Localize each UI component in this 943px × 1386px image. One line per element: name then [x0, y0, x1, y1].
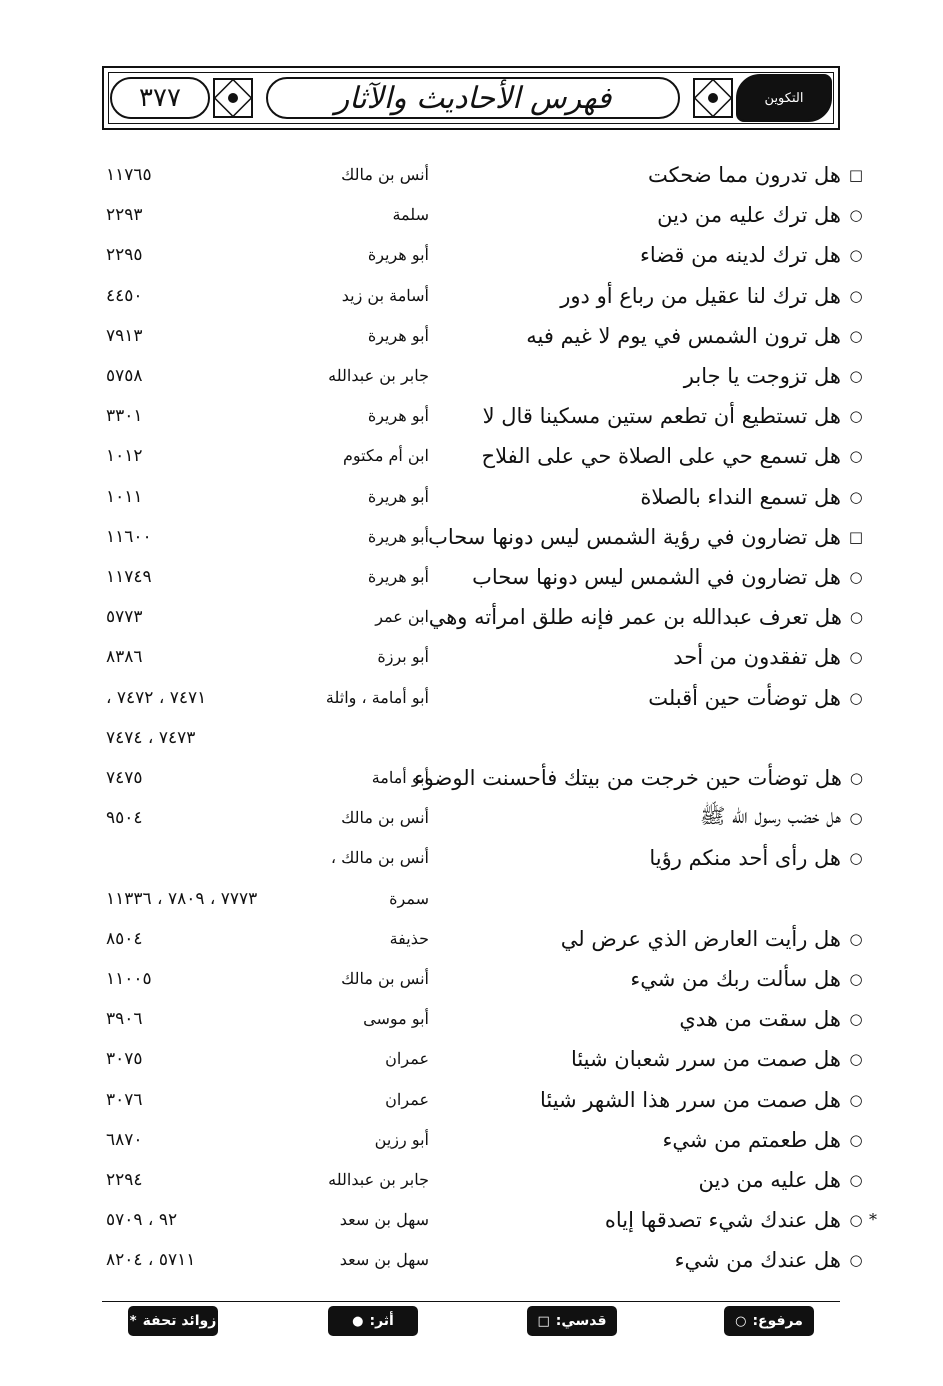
entry-hadith-numbers: ٩٥٠٤ — [106, 808, 143, 828]
entry-hadith-numbers: ١٠١٢ — [106, 446, 143, 466]
right-ornament-icon — [690, 75, 736, 121]
entry-text — [443, 1039, 863, 1079]
index-entry — [0, 477, 943, 517]
entry-narrator: أبو هريرة — [367, 527, 429, 546]
entry-narrator: عمران — [385, 1049, 429, 1068]
index-entry — [0, 155, 943, 195]
entry-text — [443, 1120, 863, 1160]
qudsi-marker-icon: □ — [848, 166, 863, 184]
entry-text — [443, 959, 863, 999]
entry-narrator: أسامة بن زيد — [341, 286, 429, 305]
marfu-marker-icon: ○ — [849, 689, 863, 707]
entry-hadith-text: هل صمت من سرر شعبان شيئا — [570, 1047, 841, 1071]
entry-hadith-text: هل توضأت حين أقبلت — [648, 686, 841, 710]
index-entry — [0, 637, 943, 677]
entry-hadith-text: هل تدرون مما ضحكت — [648, 163, 841, 187]
entry-narrator: أبو برزة — [377, 647, 429, 666]
publisher-logo: التكوين — [736, 74, 832, 122]
entry-hadith-numbers: ٨٥٠٤ — [106, 929, 143, 949]
entry-hadith-numbers: ٥٧٥٨ — [106, 366, 143, 386]
legend-item — [527, 1306, 617, 1336]
entry-text — [443, 798, 863, 838]
page-title: فهرس الأحاديث والآثار — [266, 77, 680, 119]
entry-hadith-numbers: ٢٢٩٤ — [106, 1170, 143, 1190]
entry-hadith-numbers: ٥٧٧٣ — [106, 607, 143, 627]
legend-label: مرفوع: — [752, 1313, 803, 1329]
entry-hadith-numbers: ٥٧١١ ، ٨٢٠٤ — [106, 1250, 196, 1270]
legend-item — [328, 1306, 418, 1336]
entry-narrator: سهل بن سعد — [339, 1250, 429, 1269]
index-entry — [0, 356, 943, 396]
marfu-marker-icon: ○ — [849, 930, 863, 948]
entry-text — [443, 919, 863, 959]
entry-hadith-text: هل رأيت العارض الذي عرض لي — [560, 927, 841, 951]
entry-text — [413, 758, 863, 798]
entry-hadith-text: هل ترك عليه من دين — [657, 203, 841, 227]
legend-symbol-icon: ● — [352, 1313, 364, 1329]
legend-symbol-icon: □ — [537, 1313, 550, 1329]
entry-hadith-text: هل رأى أحد منكم رؤيا — [649, 846, 841, 870]
index-entry — [0, 919, 943, 959]
legend-item — [128, 1306, 218, 1336]
index-entry — [0, 235, 943, 275]
entry-narrator: أبو موسى — [363, 1009, 429, 1028]
marfu-marker-icon: ○ — [849, 648, 863, 666]
entry-narrator: أبو هريرة — [367, 487, 429, 506]
marfu-marker-icon: ○ — [849, 809, 863, 827]
marfu-marker-icon: ○ — [849, 608, 863, 626]
entry-narrator: جابر بن عبدالله — [328, 1170, 429, 1189]
entry-hadith-text: هل سقت من هدي — [679, 1007, 841, 1031]
entry-hadith-text: هل ترك لدينه من قضاء — [639, 243, 841, 267]
legend-label: أثر: — [369, 1313, 394, 1329]
entry-hadith-text: هل تعرف عبدالله بن عمر فإنه طلق امرأته وهي — [428, 605, 842, 629]
index-entry — [0, 1039, 943, 1079]
entry-text — [443, 557, 863, 597]
entry-narrator: عمران — [385, 1090, 429, 1109]
entry-hadith-text: هل صمت من سرر هذا الشهر شيئا — [539, 1088, 841, 1112]
entry-hadith-text: هل تسمع حي على الصلاة حي على الفلاح — [481, 444, 841, 468]
entry-text — [443, 276, 863, 316]
entry-text — [443, 1160, 863, 1200]
marfu-marker-icon: ○ — [849, 1171, 863, 1189]
qudsi-marker-icon: □ — [848, 528, 863, 546]
entry-hadith-numbers: ٤٤٥٠ — [106, 286, 143, 306]
index-entry — [0, 517, 943, 557]
entry-narrator: ابن عمر — [375, 607, 429, 626]
entry-narrator: أنس بن مالك ، — [330, 848, 429, 867]
entry-narrator: أبو أمامة ، واثلة — [325, 688, 429, 707]
entry-hadith-text: هل عندك من شيء — [674, 1248, 841, 1272]
entry-text — [443, 1240, 863, 1280]
entry-narrator: سهل بن سعد — [339, 1210, 429, 1229]
entry-text — [443, 235, 863, 275]
entry-text — [443, 1200, 863, 1240]
marfu-marker-icon: ○ — [849, 447, 863, 465]
legend-label: زوائد تحفة — [142, 1313, 217, 1329]
index-entry — [0, 436, 943, 476]
entry-text — [443, 195, 863, 235]
entry-hadith-numbers: ٣٠٧٦ — [106, 1090, 143, 1110]
index-entry — [0, 597, 943, 637]
marfu-marker-icon: ○ — [849, 970, 863, 988]
entry-hadith-text: هل ترون الشمس في يوم لا غيم فيه — [526, 324, 841, 348]
entry-hadith-text: هل سألت ربك من شيء — [630, 967, 841, 991]
entry-narrator: أنس بن مالك — [341, 808, 429, 827]
marfu-marker-icon: ○ — [849, 1251, 863, 1269]
marfu-marker-icon: ○ — [849, 367, 863, 385]
index-entry — [0, 798, 943, 838]
index-entry — [0, 1240, 943, 1280]
entry-hadith-numbers: ٧٩١٣ — [106, 326, 143, 346]
entry-text — [443, 477, 863, 517]
entry-hadith-text: هل ترك لنا عقيل من رباع أو دور — [560, 284, 841, 308]
entry-text — [443, 678, 863, 718]
entry-text — [443, 1080, 863, 1120]
entry-hadith-text: هل تفقدون من أحد — [673, 645, 841, 669]
index-entry — [0, 678, 943, 718]
entry-narrator: أنس بن مالك — [341, 165, 429, 184]
entry-narrator: أبو هريرة — [367, 326, 429, 345]
entry-narrator: أبو رزين — [374, 1130, 429, 1149]
entry-hadith-text: هل خضب رسول الله ﷺ — [699, 803, 841, 828]
legend-symbol-icon: * — [129, 1313, 137, 1329]
entry-hadith-numbers: ٧٤٧٥ — [106, 768, 143, 788]
marfu-marker-icon: ○ — [849, 407, 863, 425]
entry-hadith-numbers: ٣٣٠١ — [106, 406, 143, 426]
index-entry — [0, 276, 943, 316]
entry-hadith-text: هل تزوجت يا جابر — [683, 364, 841, 388]
entry-narrator: حذيفة — [389, 929, 429, 948]
entry-hadith-text: هل تستطيع أن تطعم ستين مسكينا قال لا — [482, 404, 841, 428]
marfu-marker-icon: ○ — [849, 206, 863, 224]
marfu-marker-icon: ○ — [849, 1131, 863, 1149]
entry-narrator: أبو هريرة — [367, 567, 429, 586]
entry-hadith-numbers: ١١٧٦٥ — [106, 165, 152, 185]
entry-hadith-numbers: ٧٧٧٣ ، ٧٨٠٩ ، ١١٣٣٦ — [106, 889, 258, 909]
marfu-marker-icon: ○ — [849, 769, 863, 787]
index-entry — [0, 316, 943, 356]
entry-hadith-text: هل عليه من دين — [698, 1168, 841, 1192]
page-number: ٣٧٧ — [110, 77, 210, 119]
entry-narrator: أبو أمامة — [371, 768, 429, 787]
marfu-marker-icon: ○ — [849, 1010, 863, 1028]
entry-hadith-numbers: ٩٢ ، ٥٧٠٩ — [106, 1210, 178, 1230]
entry-text — [443, 838, 863, 878]
marfu-marker-icon: ○ — [849, 327, 863, 345]
index-entry — [0, 959, 943, 999]
entry-text — [428, 517, 863, 557]
index-entry — [0, 718, 943, 758]
entry-hadith-numbers: ٣٩٠٦ — [106, 1009, 143, 1029]
entry-text — [443, 396, 863, 436]
legend-symbol-icon: ○ — [735, 1313, 747, 1329]
entry-text — [443, 316, 863, 356]
zawaid-star-icon: * — [869, 1210, 877, 1229]
index-entry — [0, 879, 943, 919]
marfu-marker-icon: ○ — [849, 568, 863, 586]
index-entry — [0, 1120, 943, 1160]
entry-hadith-text: هل طعمتم من شيء — [662, 1128, 841, 1152]
entry-hadith-numbers: ١٠١١ — [106, 487, 143, 507]
entry-hadith-numbers: ٧٤٧١ ، ٧٤٧٢ ، — [106, 688, 207, 708]
index-entry — [0, 1160, 943, 1200]
entry-hadith-text: هل عندك شيء تصدقها إياه — [604, 1208, 841, 1232]
entry-text — [443, 637, 863, 677]
index-entry — [0, 758, 943, 798]
entry-hadith-text: هل تضارون في رؤية الشمس ليس دونها سحاب — [428, 525, 841, 549]
entry-text — [443, 436, 863, 476]
legend-item — [724, 1306, 814, 1336]
marfu-marker-icon: ○ — [849, 1091, 863, 1109]
marfu-marker-icon: ○ — [849, 1211, 863, 1229]
entry-hadith-numbers: ٣٠٧٥ — [106, 1049, 143, 1069]
entry-narrator: سمرة — [389, 889, 429, 908]
entry-hadith-numbers: ٦٨٧٠ — [106, 1130, 143, 1150]
marfu-marker-icon: ○ — [849, 246, 863, 264]
left-ornament-icon — [210, 75, 256, 121]
entry-text — [428, 597, 863, 637]
marfu-marker-icon: ○ — [849, 1050, 863, 1068]
marfu-marker-icon: ○ — [849, 488, 863, 506]
index-entry — [0, 195, 943, 235]
entry-narrator: أنس بن مالك — [341, 969, 429, 988]
entry-text — [443, 155, 863, 195]
entry-hadith-text: هل تضارون في الشمس ليس دونها سحاب — [472, 565, 841, 589]
entry-narrator: أبو هريرة — [367, 245, 429, 264]
index-entry — [0, 838, 943, 878]
footer-divider — [102, 1301, 840, 1302]
entry-narrator: ابن أم مكتوم — [342, 446, 429, 465]
index-entry — [0, 999, 943, 1039]
entry-hadith-numbers: ٢٢٩٣ — [106, 205, 143, 225]
entry-narrator: سلمة — [392, 205, 429, 224]
legend-label: قدسي: — [555, 1313, 607, 1329]
entry-hadith-numbers: ٨٣٨٦ — [106, 647, 143, 667]
entry-narrator: جابر بن عبدالله — [328, 366, 429, 385]
entry-narrator: أبو هريرة — [367, 406, 429, 425]
entry-hadith-text: هل تسمع النداء بالصلاة — [640, 485, 841, 509]
page-header — [102, 66, 840, 130]
entry-hadith-numbers: ٧٤٧٣ ، ٧٤٧٤ — [106, 728, 196, 748]
entry-hadith-numbers: ١١٦٠٠ — [106, 527, 152, 547]
marfu-marker-icon: ○ — [849, 287, 863, 305]
entry-hadith-numbers: ١١٧٤٩ — [106, 567, 152, 587]
marfu-marker-icon: ○ — [849, 849, 863, 867]
entry-hadith-numbers: ١١٠٠٥ — [106, 969, 152, 989]
index-entry — [0, 396, 943, 436]
entry-hadith-numbers: ٢٢٩٥ — [106, 245, 143, 265]
entry-hadith-text: هل توضأت حين خرجت من بيتك فأحسنت الوضوء — [413, 766, 842, 790]
index-entry — [0, 1200, 943, 1240]
index-entry — [0, 1080, 943, 1120]
entry-text — [443, 356, 863, 396]
entry-text — [443, 999, 863, 1039]
index-entry — [0, 557, 943, 597]
